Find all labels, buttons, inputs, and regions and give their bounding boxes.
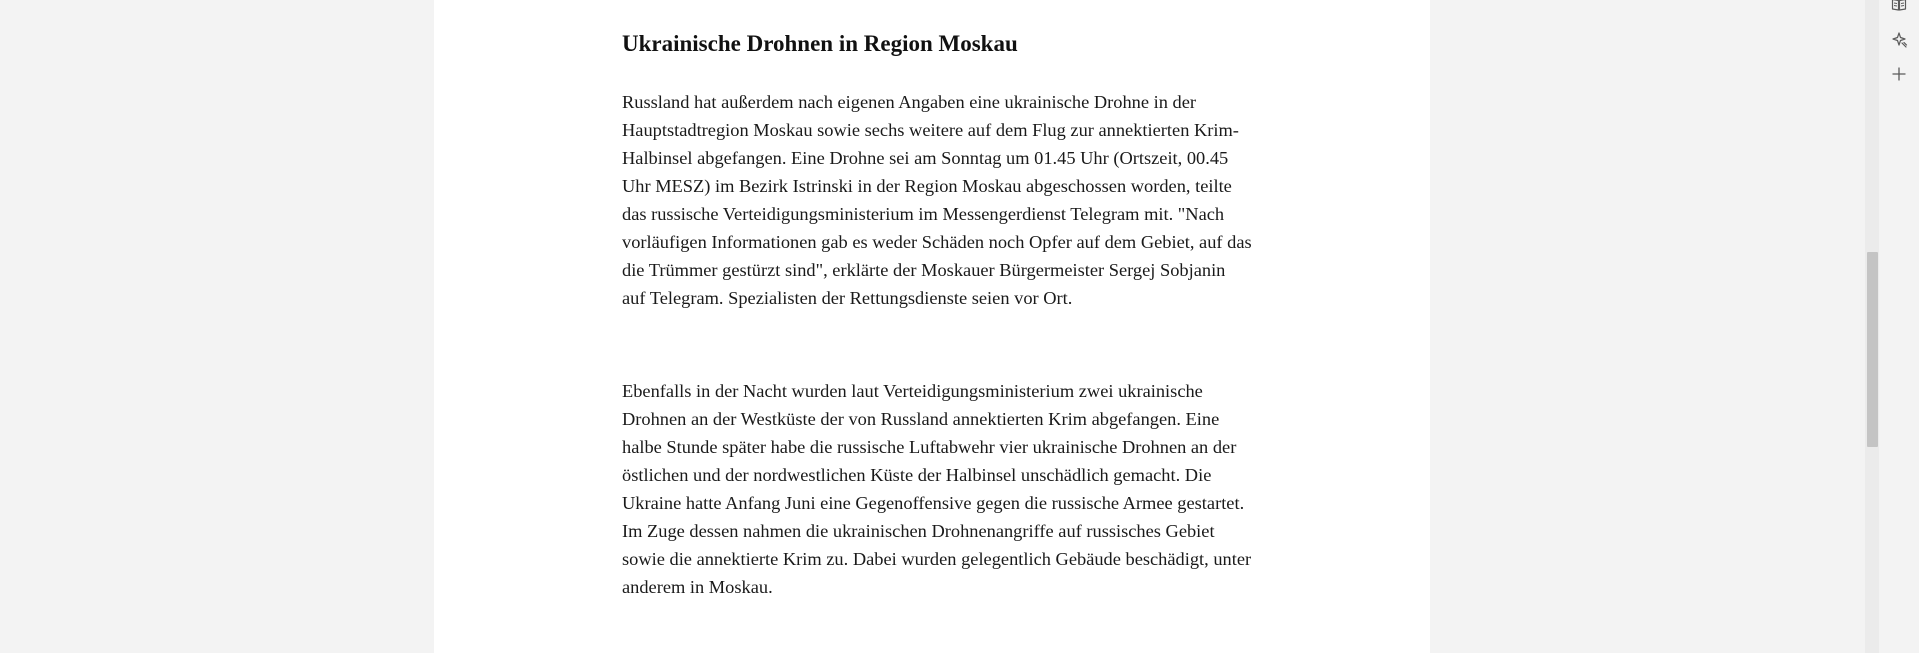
article-paragraph-1: Russland hat außerdem nach eigenen Angaben eine ukrainische Drohne in der Hauptstadtregion Moskau sowie sechs weitere auf dem Flug zur annektierten Krim-Halbinsel abgefangen. Eine Drohne sei am Sonntag um 01.45 Uhr (Ortszeit, 00.45 Uhr MESZ) im Bezirk Istrinski in der Region Moskau abgeschossen worden, teilte das russische Verteidigungsministerium im Messengerdienst Telegram mit. "Nach vorläufigen Informationen gab es weder Schäden noch Opfer auf dem Gebiet, auf das die Trümmer gestürzt sind", erklärte der Moskauer Bürgermeister Sergej Sobjanin auf Telegram. Spezialisten der Rettungsdienste seien vor Ort.: [622, 92, 1252, 308]
reading-view-icon[interactable]: [1889, 0, 1909, 14]
vertical-scrollbar[interactable]: [1865, 0, 1879, 653]
scrollbar-thumb[interactable]: [1867, 252, 1878, 447]
article-paragraph-2: Ebenfalls in der Nacht wurden laut Verteidigungsministerium zwei ukrainische Drohnen an der Westküste der von Russland annektierten Krim abgefangen. Eine halbe Stunde später habe die russische Luftabwehr vier ukrainische Drohnen an der östlichen und der nordwestlichen Küste der Halbinsel unschädlich gemacht. Die Ukraine hatte Anfang Juni eine Gegenoffensive gegen die russische Armee gestartet. Im Zuge dessen nahmen die ukrainischen Drohnenangriffe auf russisches Gebiet sowie die annektierte Krim zu. Dabei wurden gelegentlich Gebäude beschädigt, unter anderem in Moskau.: [622, 381, 1252, 597]
article-page: [434, 0, 1430, 653]
add-icon[interactable]: [1889, 64, 1909, 84]
article-heading: Ukrainische Drohnen in Region Moskau: [622, 31, 1018, 56]
sparkle-pen-icon[interactable]: [1889, 29, 1909, 49]
browser-sidebar: [1879, 0, 1919, 653]
